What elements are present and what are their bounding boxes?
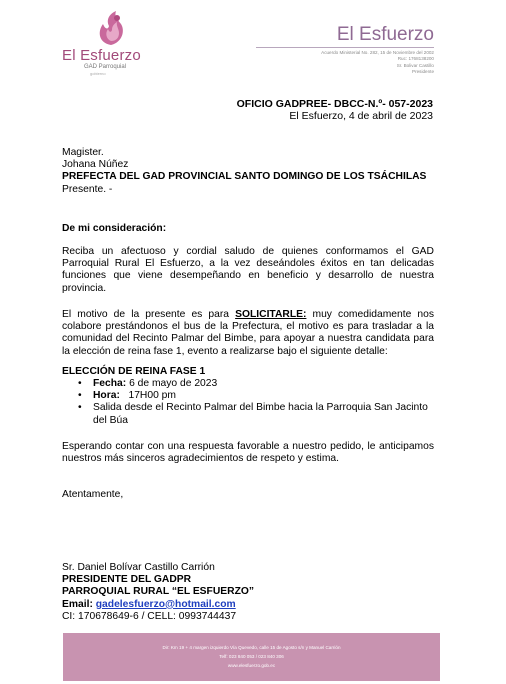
letterhead-agreement: Acuerdo Ministerial No. 282, 15 de Noviembre del 2002 (321, 50, 434, 55)
sign-off: Atentamente, (62, 489, 124, 500)
footer-band (63, 633, 440, 681)
letterhead-president-role: Presidente (412, 68, 434, 74)
signer-name: Sr. Daniel Bolívar Castillo Carrión (62, 562, 215, 573)
footer-web: www.elesfuerzo.gob.ec (227, 663, 276, 668)
letterhead-divider (256, 47, 434, 48)
event-time: • Hora: 17H00 pm (62, 390, 434, 402)
email-link[interactable]: gadelesfuerzo@hotmail.com (95, 598, 236, 610)
oficio-number: OFICIO GADPREE- DBCC-N.º- 057-2023 (236, 98, 433, 110)
signer-role-line2: PARROQUIAL RURAL “EL ESFUERZO” (62, 586, 255, 598)
event-date: • Fecha: 6 de mayo de 2023 (62, 378, 434, 390)
reference-block (237, 98, 433, 122)
letterhead (256, 24, 434, 75)
greeting: De mi consideración: (62, 223, 167, 234)
footer-address: Dir: Km 19 + 4 margen izquierdo Vía Quevedo, calle 15 de Agosto s/n y Manuel Carrión (162, 645, 341, 650)
logo-flame-icon (96, 10, 126, 46)
recipient-position: PREFECTA DEL GAD PROVINCIAL SANTO DOMINGO DE LOS TSÁCHILAS (62, 171, 427, 183)
logo-subtitle: GAD Parroquial (84, 64, 127, 70)
recipient-title: Magister. (62, 147, 104, 158)
signer-ids: CI: 170678649-6 / CELL: 0993744437 (62, 610, 237, 622)
logo (62, 10, 162, 76)
event-departure: • Salida desde el Recinto Palmar del Bimbe hacia la Parroquia San Jacinto del Búa (62, 402, 434, 426)
logo-text: El Esfuerzo (62, 47, 141, 64)
letterhead-title: El Esfuerzo (336, 24, 434, 45)
logo-tagline: gobierno (90, 71, 106, 76)
recipient-block (62, 147, 434, 196)
request-keyword: SOLICITARLE: (235, 309, 307, 320)
paragraph-intro: Reciba un afectuoso y cordial saludo de quienes conformamos el GAD Parroquial Rural El Esfuerzo, a la vez deseándoles éxitos en tan delicadas funciones que viene desempeñando en beneficio y desarrollo de nuestra provincia. (62, 246, 434, 294)
event-title: ELECCIÓN DE REINA FASE 1 (62, 366, 206, 377)
signer-email-line: Email: gadelesfuerzo@hotmail.com (62, 598, 236, 610)
recipient-name: Johana Núñez (62, 159, 129, 171)
signer-role-line1: PRESIDENTE DEL GADPR (62, 574, 192, 586)
letterhead-ruc: Ruc: 1768138200 (397, 56, 434, 62)
footer-phone: Telf: 023 840 053 / 023 840 306 (219, 654, 284, 659)
paragraph-request: El motivo de la presente es para SOLICITARLE: muy comedidamente nos colabore prestándonos el bus de la Prefectura, el motivo es para trasladar a la comunidad del Recinto Palmar del Bimbe, para apoyar a nuestra candidata para la elección de reina fase 1, evento a realizarse bajo el siguiente detalle: (62, 309, 434, 357)
event-details (62, 378, 434, 427)
signature-block (62, 562, 434, 623)
recipient-presente: Presente. - (62, 183, 113, 195)
letterhead-president-name: Sr. Bolivar Castillo (396, 62, 434, 68)
paragraph-closing: Esperando contar con una respuesta favorable a nuestro pedido, le anticipamos nuestros más sinceros agradecimientos de respeto y estima. (62, 441, 434, 465)
place-date: El Esfuerzo, 4 de abril de 2023 (289, 110, 433, 122)
